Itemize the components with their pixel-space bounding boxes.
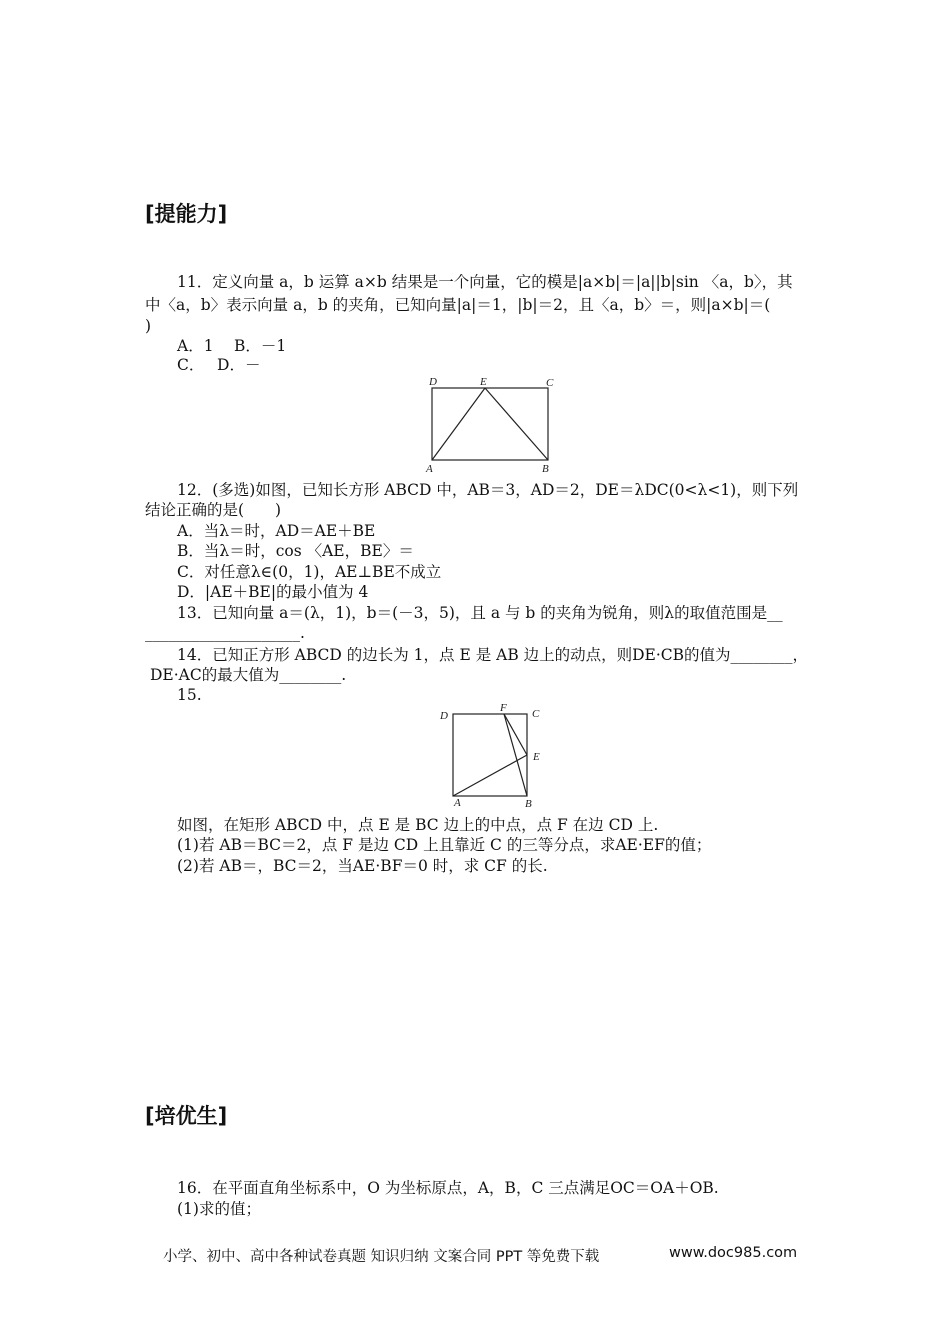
figure-rectangle-abcd-ef bbox=[437, 702, 547, 810]
fig1-label-b: B bbox=[542, 463, 549, 475]
q12-option-a: A．当λ＝时，AD＝AE＋BE bbox=[177, 522, 376, 540]
fig1-label-d: D bbox=[429, 376, 437, 388]
q12-option-d: D．|AE＋BE|的最小值为 4 bbox=[177, 583, 369, 601]
section-heading-excellence: [培优生] bbox=[145, 1104, 228, 1128]
segment-be bbox=[485, 388, 548, 460]
q14-line2: DE·AC的最大值为________. bbox=[150, 666, 347, 684]
fig2-label-f: F bbox=[500, 702, 507, 714]
fig1-label-c: C bbox=[546, 377, 554, 389]
q16-line2: (1)求的值； bbox=[177, 1200, 261, 1218]
q11-line1: 11．定义向量 a，b 运算 a×b 结果是一个向量，它的模是|a×b|＝|a||b|sin 〈a，b〉，其 bbox=[177, 273, 793, 291]
q16-line1: 16．在平面直角坐标系中，O 为坐标原点，A，B，C 三点满足OC＝OA＋OB. bbox=[177, 1179, 719, 1197]
footer-url[interactable]: www.doc985.com bbox=[669, 1245, 798, 1261]
section-heading-ability: [提能力] bbox=[145, 202, 228, 226]
q11-line2: 中〈a，b〉表示向量 a，b 的夹角，已知向量|a|＝1，|b|＝2，且〈a，b〉＝，则|a×b|＝( bbox=[145, 296, 771, 314]
segment-ae bbox=[432, 388, 485, 460]
q13-line2: ____________________. bbox=[145, 624, 305, 642]
segment-ef bbox=[504, 714, 527, 755]
q11-line3: ) bbox=[145, 317, 152, 335]
q12-option-b: B．当λ＝时，cos 〈AE，BE〉＝ bbox=[177, 542, 414, 560]
fig1-label-e: E bbox=[480, 376, 487, 388]
q15-line2: (1)若 AB＝BC＝2，点 F 是边 CD 上且靠近 C 的三等分点，求AE·EF的值； bbox=[177, 836, 712, 854]
segment-bf bbox=[504, 714, 527, 796]
footer-text: 小学、初中、高中各种试卷真题 知识归纳 文案合同 PPT 等免费下载 bbox=[163, 1249, 600, 1265]
fig2-label-b: B bbox=[525, 798, 532, 810]
fig2-label-a: A bbox=[454, 797, 461, 809]
q14-line1: 14．已知正方形 ABCD 的边长为 1，点 E 是 AB 边上的动点，则DE·CB的值为________， bbox=[177, 646, 809, 664]
q12-option-c: C．对任意λ∈(0，1)，AE⊥BE不成立 bbox=[177, 563, 442, 581]
q11-options-ab: A．1 B．－1 bbox=[177, 337, 287, 355]
q12-line2: 结论正确的是( ) bbox=[145, 501, 282, 519]
fig2-label-c: C bbox=[532, 708, 540, 720]
q15-number: 15. bbox=[177, 686, 202, 704]
fig2-label-e: E bbox=[533, 751, 540, 763]
q11-options-cd: C． D．－ bbox=[177, 356, 261, 374]
q13-line1: 13．已知向量 a＝(λ，1)，b＝(－3，5)，且 a 与 b 的夹角为锐角，则λ的取值范围是__ bbox=[177, 604, 783, 622]
rectangle-abcd bbox=[432, 388, 548, 460]
fig1-label-a: A bbox=[426, 463, 433, 475]
fig2-label-d: D bbox=[440, 710, 448, 722]
q15-line3: (2)若 AB＝，BC＝2，当AE·BF＝0 时，求 CF 的长. bbox=[177, 857, 548, 875]
segment-ae-2 bbox=[453, 755, 527, 796]
q15-line1: 如图，在矩形 ABCD 中，点 E 是 BC 边上的中点，点 F 在边 CD 上. bbox=[177, 816, 659, 834]
figure-rectangle-abcd bbox=[420, 372, 570, 478]
q12-line1: 12．(多选)如图，已知长方形 ABCD 中，AB＝3，AD＝2，DE＝λDC(0<λ<1)，则下列 bbox=[177, 481, 799, 499]
